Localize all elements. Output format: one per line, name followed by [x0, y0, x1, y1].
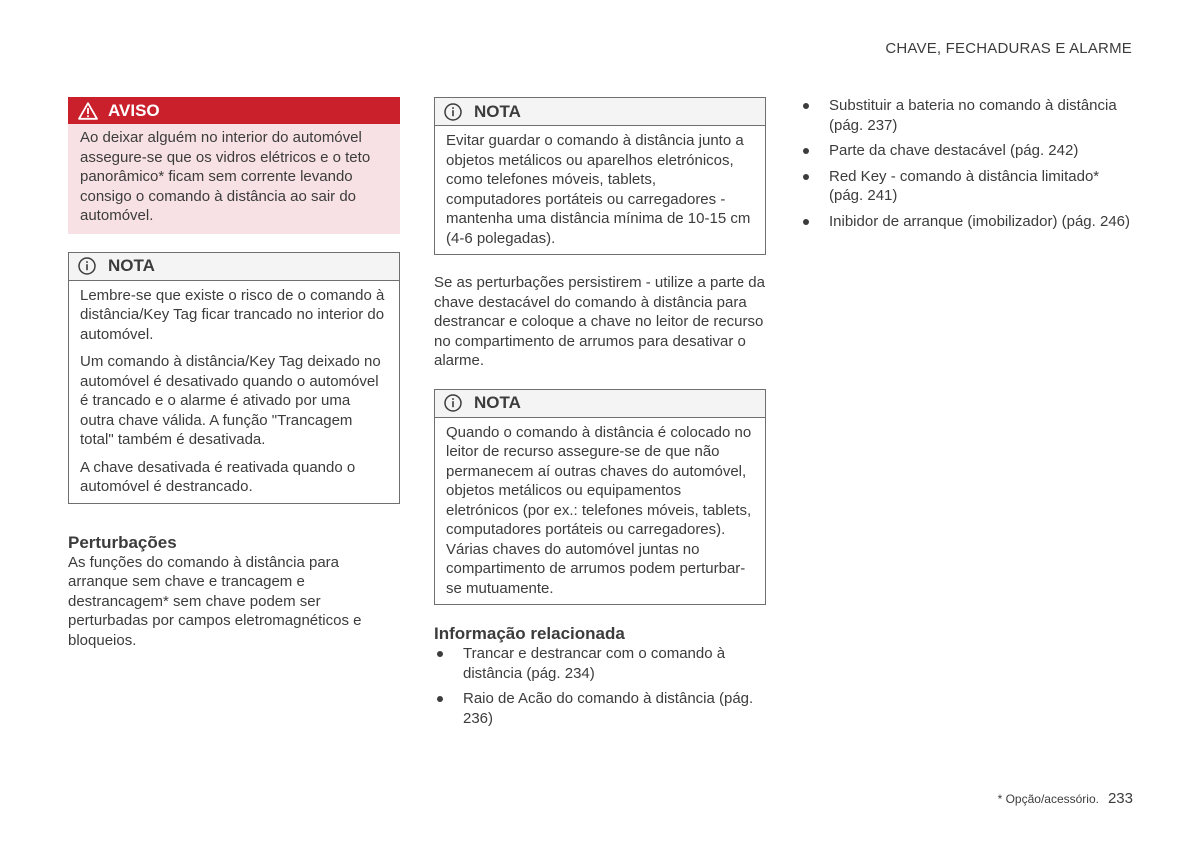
related-link[interactable]: Trancar e destrancar com o comando à distância (pág. 234) [434, 644, 766, 683]
column-left [68, 97, 400, 650]
warning-label: AVISO [108, 100, 160, 120]
paragraph: Se as perturbações persistirem - utilize a parte da chave destacável do comando à distância para destrancar e coloque a chave no leitor de recurso no compartimento de arrumos para desativar o alarme. [434, 274, 765, 369]
section-text: As funções do comando à distância para arranque sem chave e trancagem e destrancagem* sem chave podem ser perturbadas por campos eletromagnéticos e bloqueios. [68, 553, 362, 649]
note-header [435, 98, 765, 126]
note-box [434, 97, 766, 255]
column-right [800, 96, 1132, 237]
page-header: CHAVE, FECHADURAS E ALARME [885, 40, 1132, 57]
related-heading: Informação relacionada [434, 624, 625, 643]
note-text: Evitar guardar o comando à distância junto a objetos metálicos ou aparelhos eletrónicos, como telefones móveis, tablets, computadores portáteis ou carregadores - mantenha uma distância mínima de 10-15 cm (4-6 polegadas). [446, 132, 751, 247]
note-header [69, 253, 399, 281]
warning-header [68, 97, 400, 124]
note-paragraph: Lembre-se que existe o risco de o comando à distância/Key Tag ficar trancado no interior do automóvel. [80, 286, 385, 343]
note-label: NOTA [474, 393, 521, 412]
page-number: 233 [1107, 790, 1133, 807]
related-link[interactable]: Inibidor de arranque (imobilizador) (pág. 246) [800, 212, 1132, 232]
warning-text: Ao deixar alguém no interior do automóvel assegure-se que os vidros elétricos e o teto panorâmico* ficam sem corrente levando consigo o comando à distância ao sair do automóvel. [80, 129, 371, 224]
note-body [69, 281, 399, 503]
section-heading: Perturbações [68, 532, 177, 552]
info-circle-icon [444, 394, 462, 412]
column-middle [434, 97, 766, 734]
warning-triangle-icon [78, 102, 98, 120]
related-link[interactable]: Raio de Acão do comando à distância (pág. 236) [434, 689, 766, 728]
note-header [435, 390, 765, 418]
note-text: Quando o comando à distância é colocado no leitor de recurso assegure-se de que não permanecem aí outras chaves do automóvel, objetos metálicos ou equipamentos eletrónicos (por ex.: telefones móveis, tablets, computadores portáteis ou carregadores). Várias chaves do automóvel juntas no compartimento de arrumos podem perturbar-se mutuamente. [446, 423, 752, 597]
info-circle-icon [444, 103, 462, 121]
related-list-continued [800, 96, 1132, 231]
page-footer [998, 790, 1133, 807]
footnote: * Opção/acessório. [997, 792, 1099, 806]
related-link[interactable]: Substituir a bateria no comando à distância (pág. 237) [800, 96, 1132, 135]
note-label: NOTA [474, 101, 521, 121]
note-paragraph: A chave desativada é reativada quando o automóvel é destrancado. [80, 458, 356, 495]
related-list [434, 644, 766, 728]
note-box [434, 389, 766, 606]
info-circle-icon [78, 257, 96, 275]
note-paragraph: Um comando à distância/Key Tag deixado no automóvel é desativado quando o automóvel é trancado e o alarme é ativado por uma outra chave válida. A função "Trancagem total" também é desativada. [80, 353, 381, 448]
related-link[interactable]: Parte da chave destacável (pág. 242) [800, 141, 1132, 161]
note-label: NOTA [108, 256, 155, 275]
warning-box [68, 97, 400, 234]
related-link[interactable]: Red Key - comando à distância limitado* (pág. 241) [800, 167, 1132, 206]
note-box [68, 252, 400, 504]
